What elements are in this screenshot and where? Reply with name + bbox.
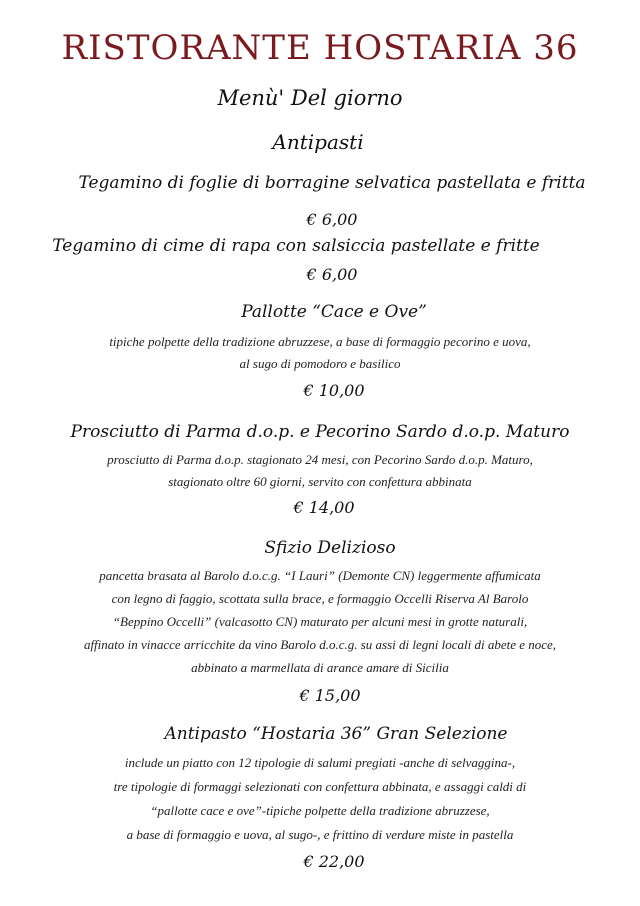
dish-description-line: “pallotte cace e ove”-tipiche polpette della tradizione abruzzese, (150, 803, 490, 818)
dish-price: € 15,00 (299, 686, 361, 705)
dish-description-line: stagionato oltre 60 giorni, servito con confettura abbinata (168, 474, 472, 489)
section-title: Antipasti (272, 130, 364, 154)
dish-description-line: pancetta brasata al Barolo d.o.c.g. “I Lauri” (Demonte CN) leggermente affumicata (99, 568, 541, 583)
restaurant-title: RISTORANTE HOSTARIA 36 (61, 28, 579, 68)
dish-price: € 22,00 (303, 852, 365, 871)
dish-description-line: abbinato a marmellata di arance amare di Sicilia (191, 660, 449, 675)
dish-description-line: prosciutto di Parma d.o.p. stagionato 24 mesi, con Pecorino Sardo d.o.p. Maturo, (107, 452, 533, 467)
dish-price: € 6,00 (306, 210, 358, 229)
dish-description-line: a base di formaggio e uova, al sugo-, e frittino di verdure miste in pastella (126, 827, 514, 842)
dish-name: Tegamino di cime di rapa con salsiccia pastellate e fritte (52, 236, 540, 256)
dish-price: € 10,00 (303, 381, 365, 400)
dish-description-line: affinato in vinacce arricchite da vino Barolo d.o.c.g. su assi di legni locali di abete e noce, (83, 637, 557, 652)
dish-description-line: al sugo di pomodoro e basilico (239, 356, 401, 371)
dish-name: Tegamino di foglie di borragine selvatica pastellata e fritta (78, 173, 586, 193)
dish-price: € 14,00 (293, 498, 355, 517)
dish-description-line: “Beppino Occelli” (valcasotto CN) maturato per alcuni mesi in grotte naturali, (112, 614, 528, 629)
dish-name: Prosciutto di Parma d.o.p. e Pecorino Sardo d.o.p. Maturo (70, 422, 570, 442)
dish-description-line: con legno di faggio, scottata sulla brace, e formaggio Occelli Riserva Al Barolo (111, 591, 529, 606)
dish-description-line: include un piatto con 12 tipologie di salumi pregiati -anche di selvaggina-, (124, 755, 516, 770)
dish-description-line: tre tipologie di formaggi selezionati con confettura abbinata, e assaggi caldi di (113, 779, 527, 794)
dish-name: Antipasto “Hostaria 36” Gran Selezione (164, 724, 508, 744)
menu-subtitle: Menù' Del giorno (217, 86, 403, 110)
dish-description-line: tipiche polpette della tradizione abruzzese, a base di formaggio pecorino e uova, (109, 334, 531, 349)
dish-name: Pallotte “Cace e Ove” (241, 302, 427, 322)
dish-name: Sfizio Delizioso (264, 538, 396, 558)
dish-price: € 6,00 (306, 265, 358, 284)
